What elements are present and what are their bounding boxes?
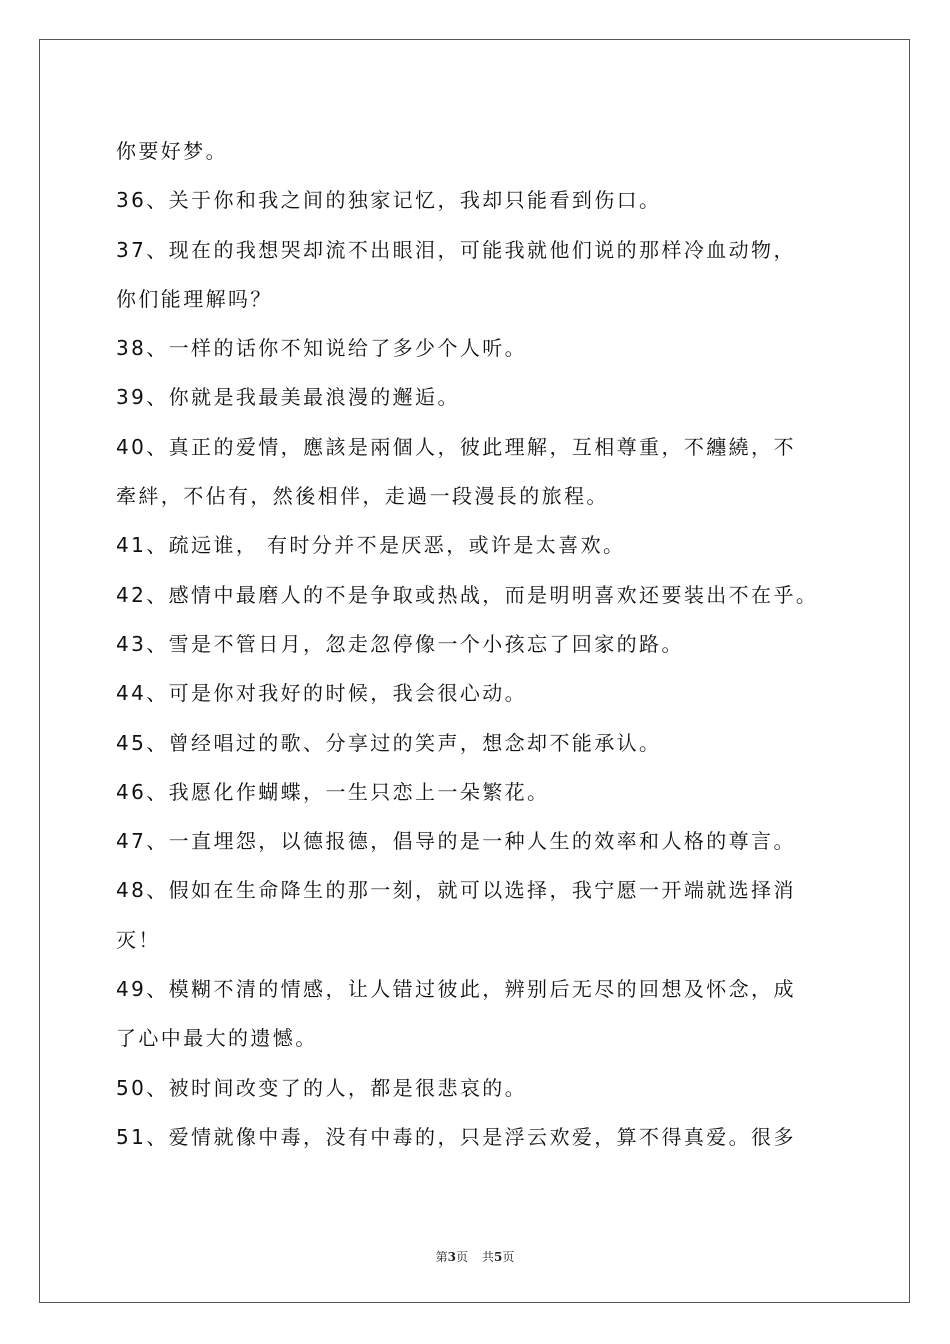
text-line: 46、我愿化作蝴蝶，一生只恋上一朵繁花。 xyxy=(116,779,550,804)
text-line: 50、被时间改变了的人，都是很悲哀的。 xyxy=(116,1075,528,1100)
total-pages: 5 xyxy=(494,1250,503,1264)
text-line: 49、模糊不清的情感，让人错过彼此，辨别后无尽的回想及怀念，成 xyxy=(116,977,796,1002)
text-line: 灭！ xyxy=(116,927,161,952)
text-line: 你要好梦。 xyxy=(116,139,228,163)
page-footer xyxy=(0,1248,950,1265)
text-line: 36、关于你和我之间的独家记忆，我却只能看到伤口。 xyxy=(116,188,662,213)
page-prefix: 第 xyxy=(435,1250,448,1264)
document-body xyxy=(116,127,846,1162)
text-line: 了心中最大的遗憾。 xyxy=(116,1026,318,1051)
text-line: 48、假如在生命降生的那一刻，就可以选择，我宁愿一开端就选择消 xyxy=(116,878,796,903)
text-line: 42、感情中最磨人的不是争取或热战，而是明明喜欢还要装出不在乎。 xyxy=(116,582,819,607)
text-line: 47、一直埋怨，以德报德，倡导的是一种人生的效率和人格的尊言。 xyxy=(116,829,796,854)
text-line: 45、曾经唱过的歌、分享过的笑声，想念却不能承认。 xyxy=(116,730,662,755)
total-prefix: 共 xyxy=(482,1250,495,1264)
text-line: 51、爱情就像中毒，没有中毒的，只是浮云欢爱，算不得真爱。很多 xyxy=(116,1124,796,1149)
page-current: 3 xyxy=(447,1250,456,1264)
total-unit: 页 xyxy=(502,1250,515,1264)
text-line: 37、现在的我想哭却流不出眼泪，可能我就他们说的那样冷血动物， xyxy=(116,237,796,262)
text-line: 38、一样的话你不知说给了多少个人听。 xyxy=(116,336,528,361)
page-unit: 页 xyxy=(455,1250,468,1264)
text-line: 你们能理解吗？ xyxy=(116,286,273,311)
text-line: 39、你就是我最美最浪漫的邂逅。 xyxy=(116,385,460,410)
text-line: 40、真正的爱情，應該是兩個人，彼此理解，互相尊重，不纏繞，不 xyxy=(116,434,796,459)
text-line: 43、雪是不管日月，忽走忽停像一个小孩忘了回家的路。 xyxy=(116,631,684,656)
text-line: 44、可是你对我好的时候，我会很心动。 xyxy=(116,681,528,706)
text-line: 牽絆，不佔有，然後相伴，走過一段漫長的旅程。 xyxy=(116,484,609,509)
text-line: 41、疏远谁， 有时分并不是厌恶，或许是太喜欢。 xyxy=(116,533,626,558)
